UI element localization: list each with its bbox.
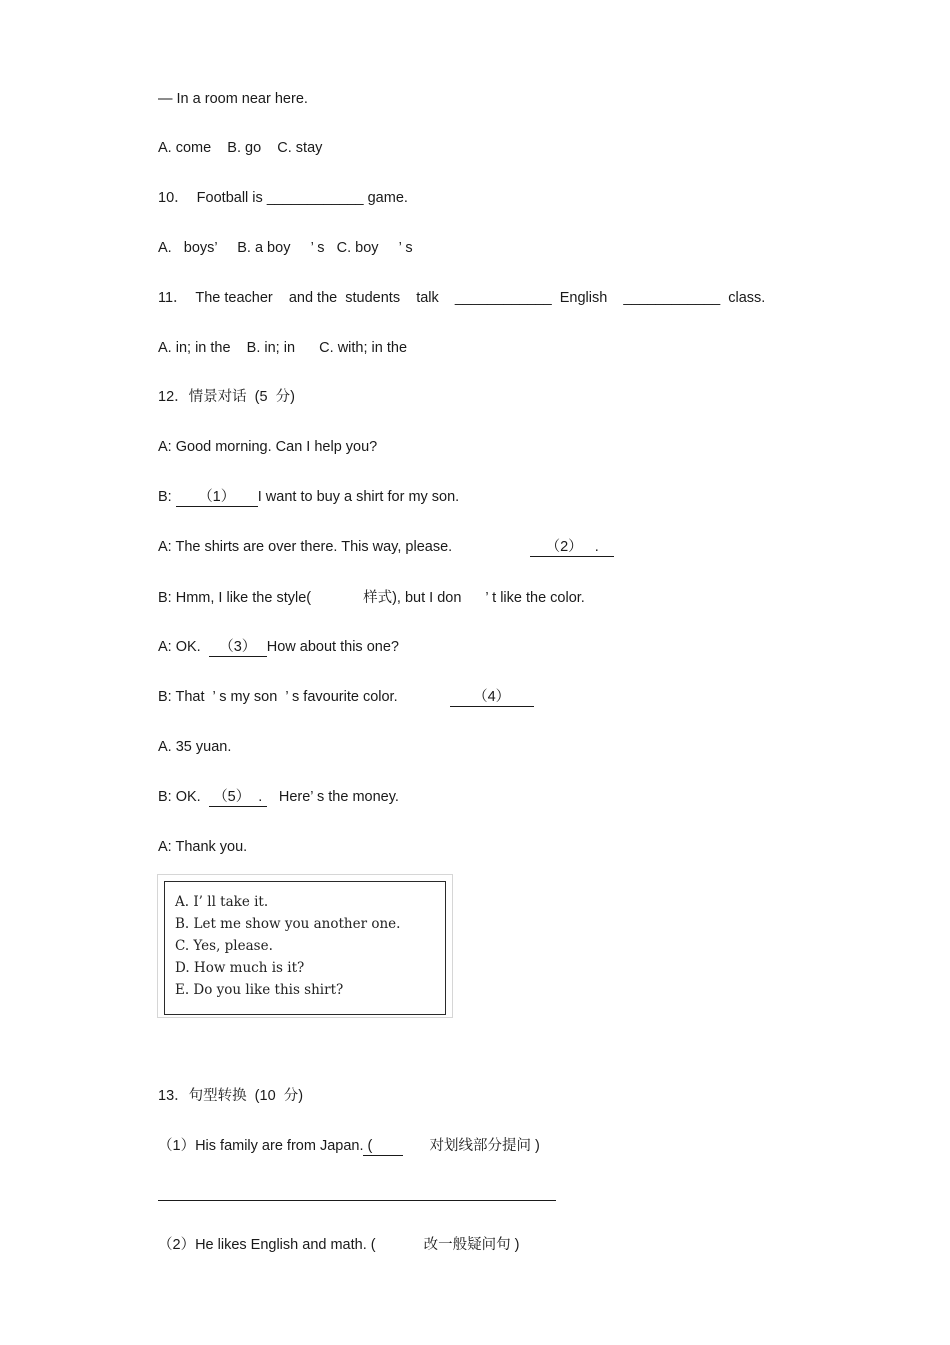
dialogue-line-1: A: Good morning. Can I help you?	[158, 439, 378, 455]
q10-options: A. boys’ B. a boy ’ s C. boy ’ s	[158, 240, 413, 256]
dialogue-text: Here’ s the money.	[266, 789, 399, 805]
option-b: B. Let me show you another one.	[175, 916, 401, 932]
dialogue-text: B: That ’ s my son ’ s favourite color.	[158, 689, 398, 705]
q11-stem	[158, 289, 765, 307]
paren-close: )	[530, 1138, 540, 1154]
options-box	[157, 874, 453, 1018]
instruction-cn: 改一般疑问句	[423, 1237, 511, 1253]
dialogue-line-7: A. 35 yuan.	[158, 739, 232, 755]
dialogue-text: I want to buy a shirt for my son.	[257, 489, 460, 505]
answer-underline	[158, 1200, 556, 1201]
transform-item-2	[158, 1236, 519, 1254]
speaker-b: B:	[158, 489, 176, 505]
dialogue-line-3	[158, 538, 614, 557]
sentence: （1）His family are from Japan.	[158, 1138, 364, 1154]
q11-options: A. in; in the B. in; in C. with; in the	[158, 340, 408, 356]
dialogue-text: ’ t like the color.	[485, 590, 585, 606]
q13-title: 13．句型转换 (10 分)	[158, 1088, 304, 1104]
dialogue-text: How about this one?	[266, 639, 399, 655]
dialogue-text: ), but I don	[392, 590, 462, 606]
answer-line: — In a room near here.	[158, 91, 308, 107]
chinese-gloss: 样式	[363, 590, 393, 606]
option-e: E. Do you like this shirt?	[175, 982, 344, 998]
dialogue-text: A: OK.	[158, 639, 209, 655]
dialogue-line-6	[158, 688, 534, 707]
q11-text-a: 11． The teacher and the students talk	[158, 290, 455, 306]
dialogue-text: B: Hmm, I like the style(	[158, 590, 312, 606]
q10-text-b: game.	[363, 190, 408, 206]
blank-paren: (	[363, 1137, 403, 1156]
dialogue-text: B: OK.	[158, 789, 209, 805]
instruction-cn: 对划线部分提问	[429, 1138, 531, 1154]
sentence: （2）He likes English and math. (	[158, 1237, 376, 1253]
options-box-border	[164, 881, 446, 1015]
q11-blank-1: ____________	[454, 290, 552, 306]
transform-item-1	[158, 1137, 540, 1156]
q11-text-c: class.	[720, 290, 766, 306]
option-a: A. I’ ll take it.	[175, 894, 269, 910]
blank-2: （2） .	[530, 538, 614, 557]
q11-blank-2: ____________	[623, 290, 721, 306]
q9-options: A. come B. go C. stay	[158, 140, 323, 156]
option-c: C. Yes, please.	[175, 938, 273, 954]
blank-1: （1）	[176, 488, 258, 507]
dialogue-line-8	[158, 788, 399, 807]
blank-5: （5） .	[209, 788, 267, 807]
q10-blank: ____________	[266, 190, 364, 206]
dialogue-line-2	[158, 488, 459, 507]
dialogue-text: A: The shirts are over there. This way, please.	[158, 539, 453, 555]
blank-4: （4）	[450, 688, 534, 707]
q11-text-b: English	[551, 290, 624, 306]
dialogue-line-5	[158, 638, 399, 657]
blank-3: （3）	[209, 638, 267, 657]
q12-title: 12．情景对话 (5 分)	[158, 389, 295, 405]
q10-text-a: 10． Football is	[158, 190, 267, 206]
dialogue-line-4	[158, 589, 585, 607]
dialogue-line-9: A: Thank you.	[158, 839, 248, 855]
paren-close: )	[510, 1237, 520, 1253]
q10-stem	[158, 189, 408, 207]
option-d: D. How much is it?	[175, 960, 305, 976]
